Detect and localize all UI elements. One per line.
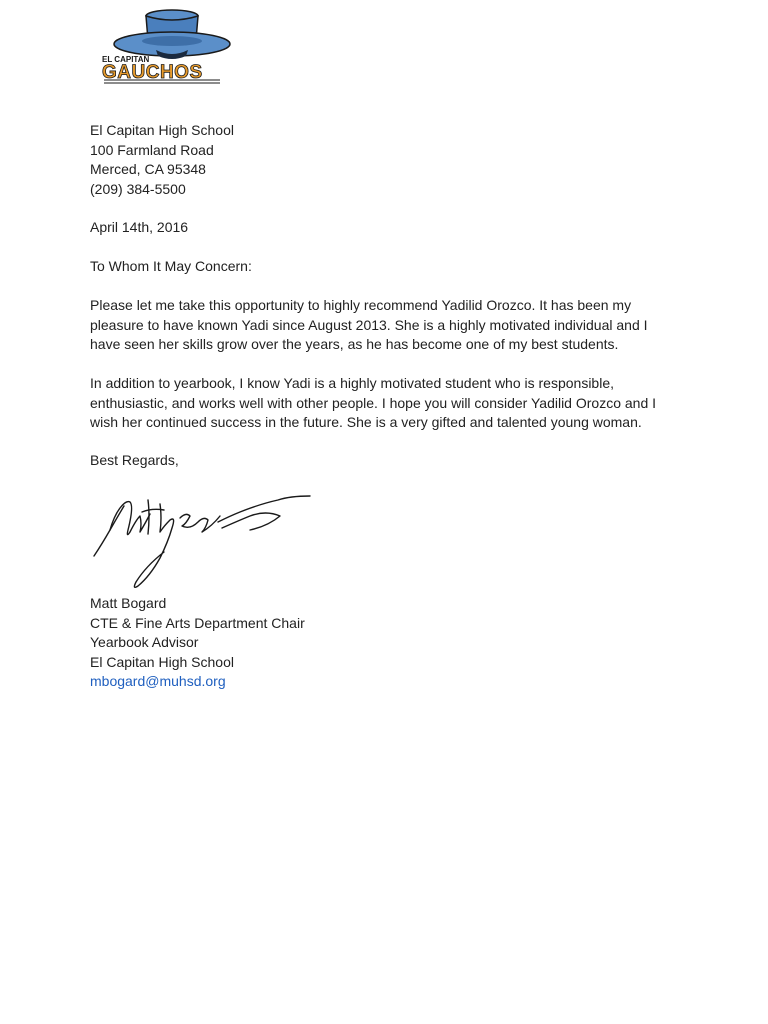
sender-phone: (209) 384-5500 (90, 180, 186, 197)
signer-title-2: Yearbook Advisor (90, 634, 199, 650)
signer-block (90, 594, 670, 692)
letter-date (90, 218, 670, 238)
salutation (90, 257, 670, 277)
sender-street: 100 Farmland Road (90, 141, 214, 158)
paragraph-line: In addition to yearbook, I know Yadi is a highly motivated student who is responsible, (90, 375, 615, 391)
closing-text: Best Regards, (90, 452, 179, 468)
signer-school: El Capitan High School (90, 653, 234, 670)
signer-name: Matt Bogard (90, 595, 167, 611)
body-paragraph-1 (90, 296, 670, 355)
paragraph-line: pleasure to have known Yadi since August 2013. She is a highly motivated individual and I (90, 316, 648, 333)
body-paragraph-2 (90, 374, 670, 433)
paragraph-line: have seen her skills grow over the years, as he has become one of my best students. (90, 336, 619, 352)
signer-title-1: CTE & Fine Arts Department Chair (90, 614, 305, 631)
closing (90, 451, 670, 471)
gaucho-hat-logo-icon (90, 6, 240, 90)
salutation-text: To Whom It May Concern: (90, 258, 252, 274)
signature-icon (90, 486, 315, 592)
signer-email-link[interactable]: mbogard@muhsd.org (90, 673, 226, 689)
sender-city-state-zip: Merced, CA 95348 (90, 161, 206, 177)
paragraph-line: enthusiastic, and works well with other people. I hope you will consider Yadilid Orozco and I (90, 394, 657, 411)
logo-main-text: GAUCHOS (102, 62, 203, 83)
school-logo (90, 6, 240, 90)
handwritten-signature (90, 486, 315, 592)
date-text: April 14th, 2016 (90, 219, 189, 235)
sender-address (90, 121, 670, 199)
paragraph-line: Please let me take this opportunity to highly recommend Yadilid Orozco. It has been my (90, 297, 632, 313)
sender-school: El Capitan High School (90, 122, 234, 138)
logo-top-text: EL CAPITAN (102, 55, 150, 64)
paragraph-line: wish her continued success in the future. She is a very gifted and talented young woman. (90, 414, 642, 430)
